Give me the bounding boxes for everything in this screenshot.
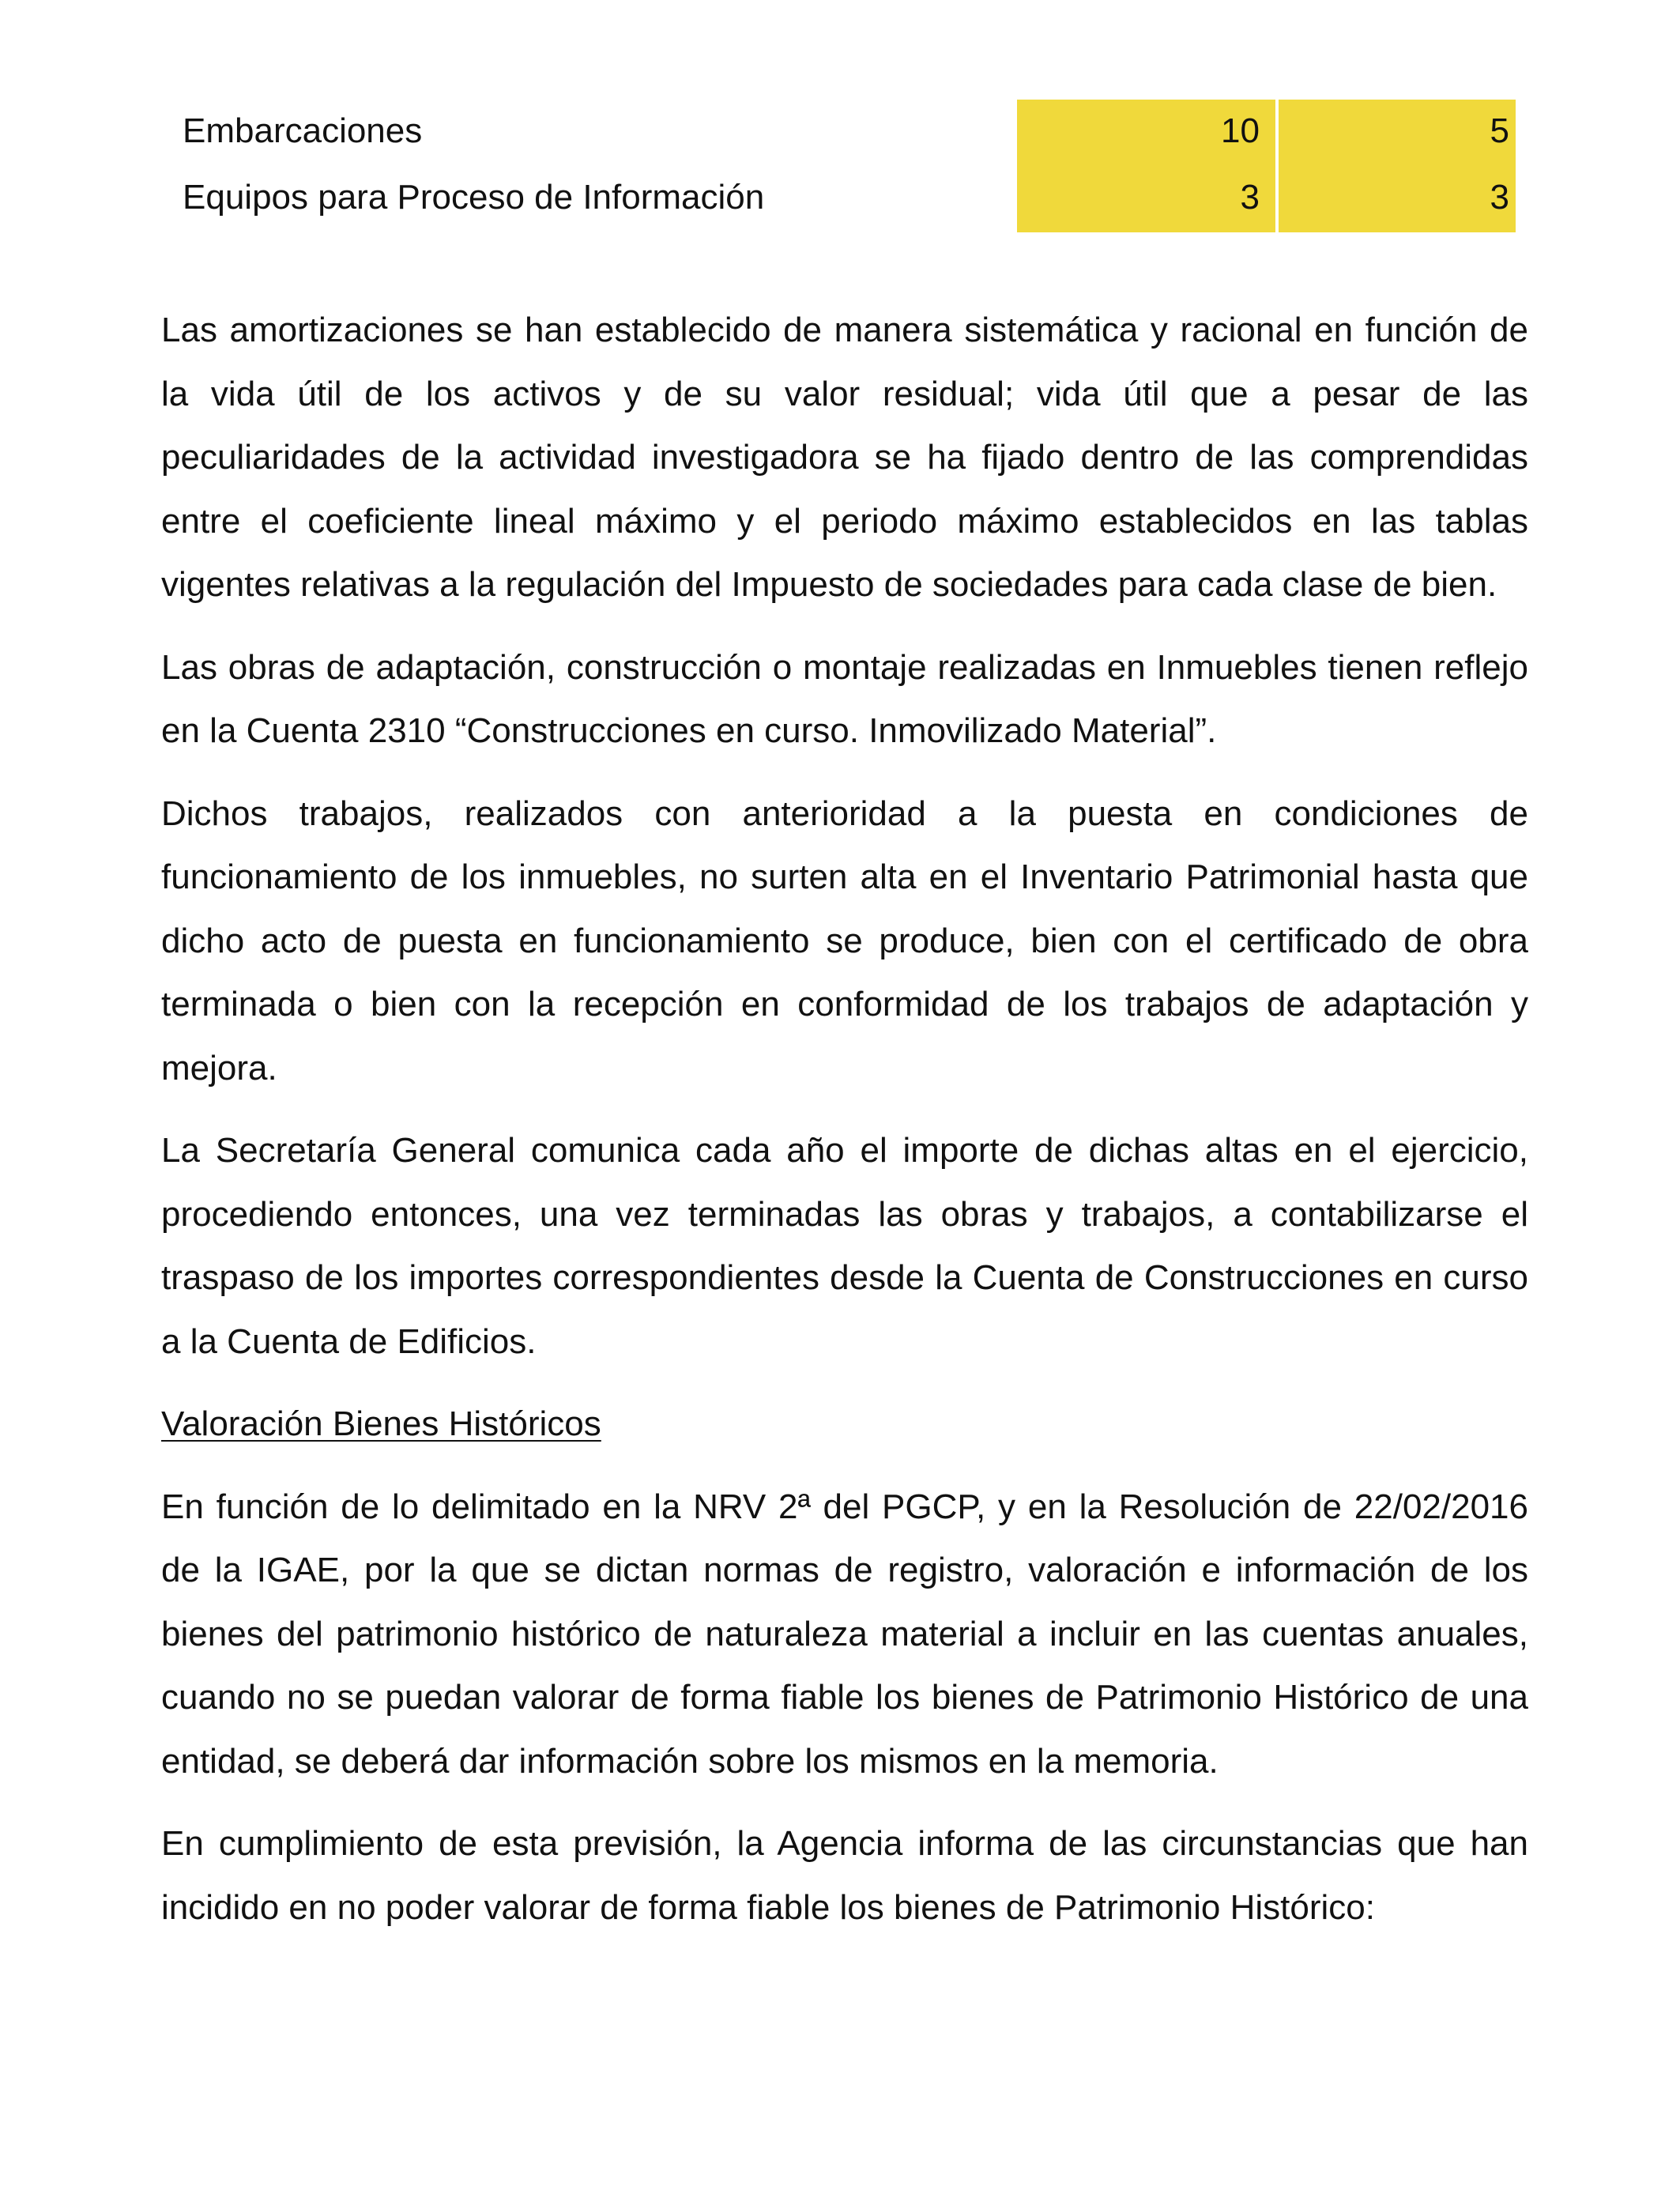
table-cell-col2: 5 bbox=[1279, 100, 1516, 166]
section-heading: Valoración Bienes Históricos bbox=[161, 1404, 601, 1443]
paragraph-nrv: En función de lo delimitado en la NRV 2ª del PGCP, y en la Resolución de 22/02/2016 de la IGAE, por la que se dictan normas de registro, valoración e información de los bienes del patrimonio histórico de naturaleza material a incluir en las cuentas anuales, cuando no se puedan valorar de forma fiable los bienes de Patrimonio Histórico de una entidad, se deberá dar información sobre los mismos en la memoria. bbox=[161, 1487, 1528, 1781]
paragraph-dichos-trabajos: Dichos trabajos, realizados con anterioridad a la puesta en condiciones de funcionamiento de los inmuebles, no surten alta en el Inventario Patrimonial hasta que dicho acto de puesta en funcionamiento se produce, bien con el certificado de obra terminada o bien con la recepción en conformidad de los trabajos de adaptación y mejora. bbox=[161, 794, 1528, 1088]
row-label: Equipos para Proceso de Información bbox=[183, 178, 765, 217]
document-body bbox=[161, 299, 1528, 1958]
table-row bbox=[0, 100, 1680, 166]
paragraph-secretaria-general: La Secretaría General comunica cada año el importe de dichas altas en el ejercicio, procediendo entonces, una vez terminadas las obras y trabajos, a contabilizarse el traspaso de los importes correspondientes desde la Cuenta de Construcciones en curso a la Cuenta de Edificios. bbox=[161, 1131, 1528, 1361]
table-row bbox=[0, 166, 1680, 232]
paragraph-obras-adaptacion: Las obras de adaptación, construcción o montaje realizadas en Inmuebles tienen reflejo en la Cuenta 2310 “Construcciones en curso. Inmovilizado Material”. bbox=[161, 647, 1528, 750]
table-cell-col2: 3 bbox=[1279, 166, 1516, 232]
table-cell-col1: 3 bbox=[1017, 166, 1275, 232]
paragraph-cumplimiento: En cumplimiento de esta previsión, la Agencia informa de las circunstancias que han incidido en no poder valorar de forma fiable los bienes de Patrimonio Histórico: bbox=[161, 1824, 1528, 1927]
paragraph-amortizaciones: Las amortizaciones se han establecido de manera sistemática y racional en función de la vida útil de los activos y de su valor residual; vida útil que a pesar de las peculiaridades de la actividad investigadora se ha fijado dentro de las comprendidas entre el coeficiente lineal máximo y el periodo máximo establecidos en las tablas vigentes relativas a la regulación del Impuesto de sociedades para cada clase de bien. bbox=[161, 311, 1528, 604]
row-label: Embarcaciones bbox=[183, 111, 423, 150]
table-cell-col1: 10 bbox=[1017, 100, 1275, 166]
amortization-table bbox=[0, 100, 1680, 232]
